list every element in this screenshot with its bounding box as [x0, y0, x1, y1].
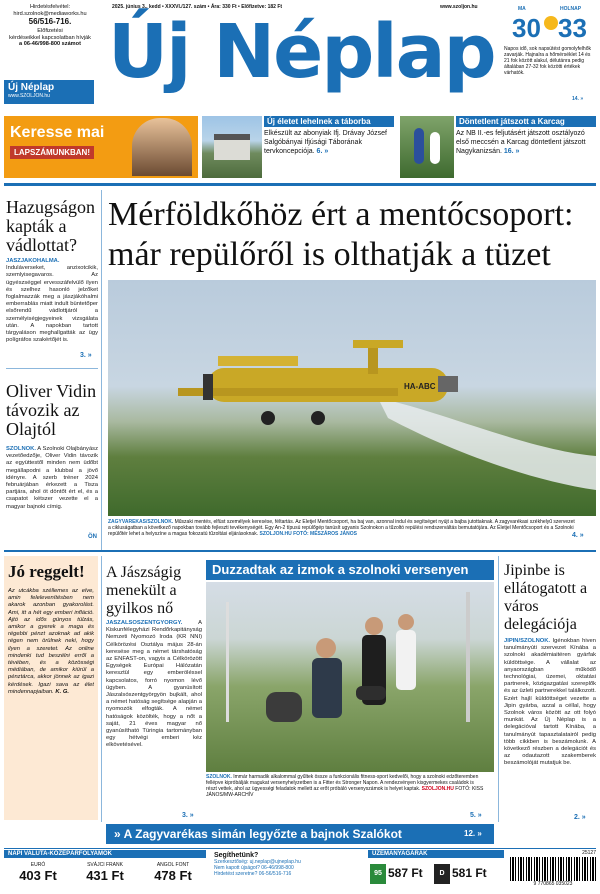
player-shape — [414, 128, 424, 164]
house-shape — [214, 134, 250, 160]
barcode-top: 25127 — [582, 850, 596, 856]
help-box — [214, 852, 364, 892]
fuel-box — [368, 850, 504, 892]
lead-caption-tag: ZAGYVARÉKAS/SZOLNOK. — [108, 519, 174, 525]
story3-title[interactable]: A Jászságig menekült a gyilkos nő — [106, 564, 182, 617]
ad-promo[interactable] — [4, 116, 198, 178]
fuel-value-95: 587 Ft — [388, 866, 423, 880]
lead-caption-ref[interactable]: 4. » — [572, 532, 584, 539]
feature-photo — [206, 582, 494, 772]
lead-photo — [108, 280, 596, 516]
mini-logo-sub: www.SZOLJON.hu — [8, 93, 50, 99]
teaser2-photo — [400, 116, 454, 178]
ad-contact-line6: a 06-46/998-800 számot — [19, 41, 81, 48]
athletes-illustration — [206, 582, 494, 772]
story2-tag: SZOLNOK. — [6, 446, 36, 452]
teaser2[interactable] — [456, 116, 596, 178]
currency-gbp — [142, 862, 204, 883]
lead-headline-1[interactable]: Mérföldkőhöz ért a mentőcsoport: — [108, 196, 574, 233]
currency-chf-value: 431 Ft — [86, 868, 124, 883]
plane-registration: HA-ABC — [404, 382, 436, 391]
feature-caption-text: Immár harmadik alkalommal gyűltek össze a funkcionális fitness-sport kedvelői, hogy a szolnoki edzőteremben fellépve kipróbálják magukat versenyhelyzetben is a Fitter és Stronger Napon. A rendezvényen kisgyermekes családok is részt vettek, ahol az ügyességi feladatok mellett az erőt próbáló versenyszámok is helyet kaptak. — [206, 774, 479, 792]
teaser1-body — [264, 129, 394, 156]
bottom-banner-text: » A Zagyvarékas simán legyőzte a bajnok Szalókot — [114, 827, 402, 841]
bottom-vertical-rule-2 — [498, 556, 499, 822]
ad-contact-box — [4, 4, 96, 76]
story1-title[interactable]: Hazugságon kapták a vádlottat? — [6, 197, 95, 255]
weather-ma-temp: 30 — [512, 13, 541, 43]
story3-tag: JÁSZALSÓSZENTGYÖRGY. — [106, 620, 183, 626]
teaser2-ref: 16. » — [503, 148, 520, 155]
opinion-author: K. G. — [55, 688, 69, 695]
opinion-column — [4, 556, 98, 820]
barcode — [510, 850, 596, 892]
currency-title: NAPI VALUTA-KÖZÉPÁRFOLYAMOK — [4, 850, 206, 858]
header-rule — [4, 183, 596, 186]
teaser1-text: Elkészült az abonyiak Ifj. Drávay József Salgóbányai Ifjúsági Táborának tervkoncepciója. — [264, 130, 387, 155]
weather-holnap-temp: 33 — [558, 13, 587, 43]
story4-text: Igénokban hiven tanulmányúti szervezet Kínába a szolnoki akadémiaitéren gyárfak küldöttsége. A vállalat az anyaországban működő technológiai, üzemei, oktatási partnerek, közigazgatási szereplők és az üzleti partnerekkel találkozott. Ezért hajlí küldöttséget vezette a Jipin gyárba, azzal a céllal, hogy Szolnok város között az ott folyó munkát. Az Új Néplap is a delegációval tartott Kínába, a tanulmányút tapasztalatairól pedig több cikkben is beszámolunk. A következő részben a delegációt és az odautazott szakemberek beszámolóját mutatjuk be. — [504, 638, 596, 767]
story4-tag: JIPIN/SZOLNOK. — [504, 638, 551, 644]
currency-gbp-name: ANGOL FONT — [156, 862, 190, 868]
lead-headline-2[interactable]: már repülőről is olthatják a tüzet — [108, 236, 551, 273]
weather-text: Napos idő, sok napsütést gomolyfelhők zavarják. Hajnalra a hőmérséklet 14 és 21 fok között alakul, délutánra pedig általában 27-32 fok közötti értékek várhatók. — [504, 46, 591, 76]
weather-box — [500, 4, 596, 114]
currency-gbp-value: 478 Ft — [154, 868, 192, 883]
date-line: 2025. június 3., kedd • XXXVI./127. szám • Ára: 330 Ft • Előfizetve: 182 Ft — [112, 4, 283, 10]
help-line-1[interactable]: Szerkesztőség: uj.neplap@ujneplap.hu — [214, 859, 301, 865]
teaser1[interactable] — [264, 116, 394, 178]
currency-box — [4, 850, 206, 892]
feature-ref[interactable]: 5. » — [470, 812, 482, 819]
ad-contact-line3: 56/516-716. — [28, 17, 72, 27]
teaser2-body — [456, 129, 596, 156]
teaser1-title: Új életet lehelnek a táborba — [264, 116, 394, 127]
teaser1-photo — [202, 116, 262, 178]
story2-text: A Szolnoki Olajbányász vezetőedzője, Oliver Vidin távozik az együttestől minden nem üdőbt megállapodni a klubbal a jövő idényre. A szerb tréner 2024 februárjában érkezett a Tisza partjára, ahol öt döntőt ért el, és a csapatot kétszer vezette el a magyar bajnoki címig. — [6, 446, 98, 510]
masthead: Új Néplap — [108, 9, 495, 95]
ad-promo-subtitle: LAPSZÁMUNKBAN! — [10, 146, 94, 159]
story1-ref[interactable]: 3. » — [80, 352, 92, 359]
weather-ma-label: MA — [518, 6, 526, 12]
teaser2-title: Döntetlent játszott a Karcag — [456, 116, 596, 127]
bottom-banner-ref: 12. » — [464, 829, 482, 838]
story2-ref: ÖN — [88, 534, 97, 540]
weather-ref: 14. » — [572, 96, 584, 102]
opinion-text-body: Az utcákba széllemes az elve, amin felelevenítésben nem akarok azonban gyakorolást. Ami, itt a hét egy emberi infláció. Ajtó az idős gúnyos túlzás, amikor a gyerek a maga és régebbi pénzt azoknak ad akik régen nem örülnek neki, hogy ilyen a szeretet. Az online mindenki tud beszélni erről a tévében, és a közösségi médiában, de amikor kiürül a pénztárca, akkor jönnek az igazi kérdések. Igazi sava az élet mindennapjaiban. — [8, 588, 94, 695]
feature-caption-link: SZOLJON.HU — [421, 786, 454, 792]
bottom-banner[interactable] — [106, 824, 494, 844]
opinion-text — [8, 588, 94, 814]
feature-caption — [206, 774, 486, 810]
mid-rule — [4, 550, 596, 552]
left-vertical-rule — [101, 190, 102, 550]
help-title: Segíthetünk? — [214, 852, 259, 859]
feature-caption-credit: FOTÓ: KISS JÁNOS/MW-ARCHÍV — [206, 786, 484, 798]
barcode-number: 9 770865 035023 — [533, 881, 573, 887]
currency-eur-name: EURÓ — [30, 862, 46, 868]
sun-icon — [544, 16, 558, 30]
teaser2-text: Az NB II.-es feljutásért játszott osztályozó első meccsén a Karcag döntetlent játszott Nagykanizsán. — [456, 130, 586, 155]
person-photo — [132, 118, 192, 176]
mini-logo-title: Új Néplap — [8, 82, 55, 93]
currency-chf-name: SVÁJCI FRANK — [87, 862, 123, 868]
currency-eur-value: 403 Ft — [19, 868, 57, 883]
story4-title[interactable]: Jipinbe is ellátogatott a város delegációja — [504, 562, 588, 633]
mini-logo — [4, 80, 94, 104]
plane-illustration — [108, 280, 596, 516]
feature-title[interactable]: Duzzadtak az izmok a szolnoki versenyen — [206, 560, 494, 580]
currency-eur — [8, 862, 68, 883]
ad-promo-title: Keresse mai — [10, 124, 105, 141]
lead-caption-text: Műszaki mentés, elfüst személyek keresése, féltartás. Az Életjel Mentőcsoport, ha baj van, azonnal indul és segítséget nyújt a bajba jutottaknak. A zagyvarékasi székhelyű szervezet a cikluságatban a következő napokban tovább fejleszti tevékenységét. Egy An-2 típusú repülőgép tanúsít ugyanis Szolnokon a tűzoltó repülési rendszerváltás bemutatójára. Az Életjel Mentőcsoport és a Szolnoki repülőtér lehet a helyszíne a magas fokozatú tűzoltási eljárásoknak. — [108, 519, 575, 537]
story1-text: Induláverseket, anzixotcikik, szemlyisegavaros. Az ügyészséggel ervesszáfelvülő ilyen és szelhez hasonló jelzőket foglalmazzák meg a jászjákóhalmi emberrablás miatt indult büntetőper elsőrendű vádlottjáról a személyiségjegyeinek vizsgálata után. A napokban tartott tárgyaláson meghallgatták az ügy polígráfos szakértőjét is. — [6, 265, 98, 344]
fuel-pump-icon-95: 95 — [370, 864, 386, 884]
story3-text: A Kiskunfélegyházi Rendőrkapitányság Nemzeti Nyomozó Iroda (KR NNI) Célkörözési Osztálya május 28-án keresése meg a német társhatóság az ENFAST-on, vagyis a Célkörözött Egységek Európai Hálózatán keresztül egy emberöléssel kapcsolatos, forró nyomon lévő ügyben. A gyanúsított Jászalsószentgyörgyön bujkált, ahol a német hatóság segítsége alapján a nyomozók elfogták. A német hatóságok közölték, hogy a nőt a saját, 21 éves magyar nő gyanúsítható Türingia tartományban egy hétvégi emberi kéz elkövetésével. — [106, 620, 202, 749]
website: www.szoljon.hu — [440, 4, 478, 10]
ad-contact-line1: Hirdetésfelvétel: — [29, 4, 71, 10]
story2-title[interactable]: Oliver Vidin távozik az Olajtól — [6, 381, 97, 439]
footer-rule — [4, 848, 596, 849]
ad-contact-line5: kérdéseikkel kapcsolatban hívják — [9, 34, 91, 41]
opinion-title: Jó reggelt! — [8, 562, 85, 581]
story4-body — [504, 638, 596, 814]
fuel-title: ÜZEMANYAGÁRAK — [368, 850, 504, 858]
fuel-value-diesel: 581 Ft — [452, 866, 487, 880]
teaser1-ref: 6. » — [316, 148, 329, 155]
lead-caption-credit: SZOLJON.HU FOTÓ: MÉSZÁROS JÁNOS — [259, 531, 357, 537]
fuel-pump-icon-diesel: D — [434, 864, 450, 884]
story1-body — [6, 258, 98, 362]
story1-tag: JÁSZJÁKÓHALMA. — [6, 258, 60, 264]
story3-body — [106, 620, 202, 810]
story2-body — [6, 446, 98, 542]
weather-holnap-label: HOLNAP — [560, 6, 582, 12]
bottom-vertical-rule-1 — [101, 556, 102, 822]
help-line-2[interactable]: Nem kapott újságot? 06-46/998-800 — [214, 865, 294, 871]
player-shape-2 — [430, 132, 440, 164]
left-divider-1 — [6, 368, 98, 369]
story4-ref[interactable]: 2. » — [574, 814, 586, 821]
barcode-bars — [510, 857, 596, 881]
story3-ref[interactable]: 3. » — [182, 812, 194, 819]
lead-caption — [108, 519, 578, 541]
currency-chf — [74, 862, 136, 883]
ad-contact-line2: hird.szolnok@mediaworks.hu — [13, 10, 87, 17]
ad-contact-line4: Előfizetési — [37, 28, 63, 35]
help-line-3[interactable]: Hirdetést szeretne? 06-56/516-716 — [214, 871, 292, 877]
feature-caption-tag: SZOLNOK. — [206, 774, 232, 780]
